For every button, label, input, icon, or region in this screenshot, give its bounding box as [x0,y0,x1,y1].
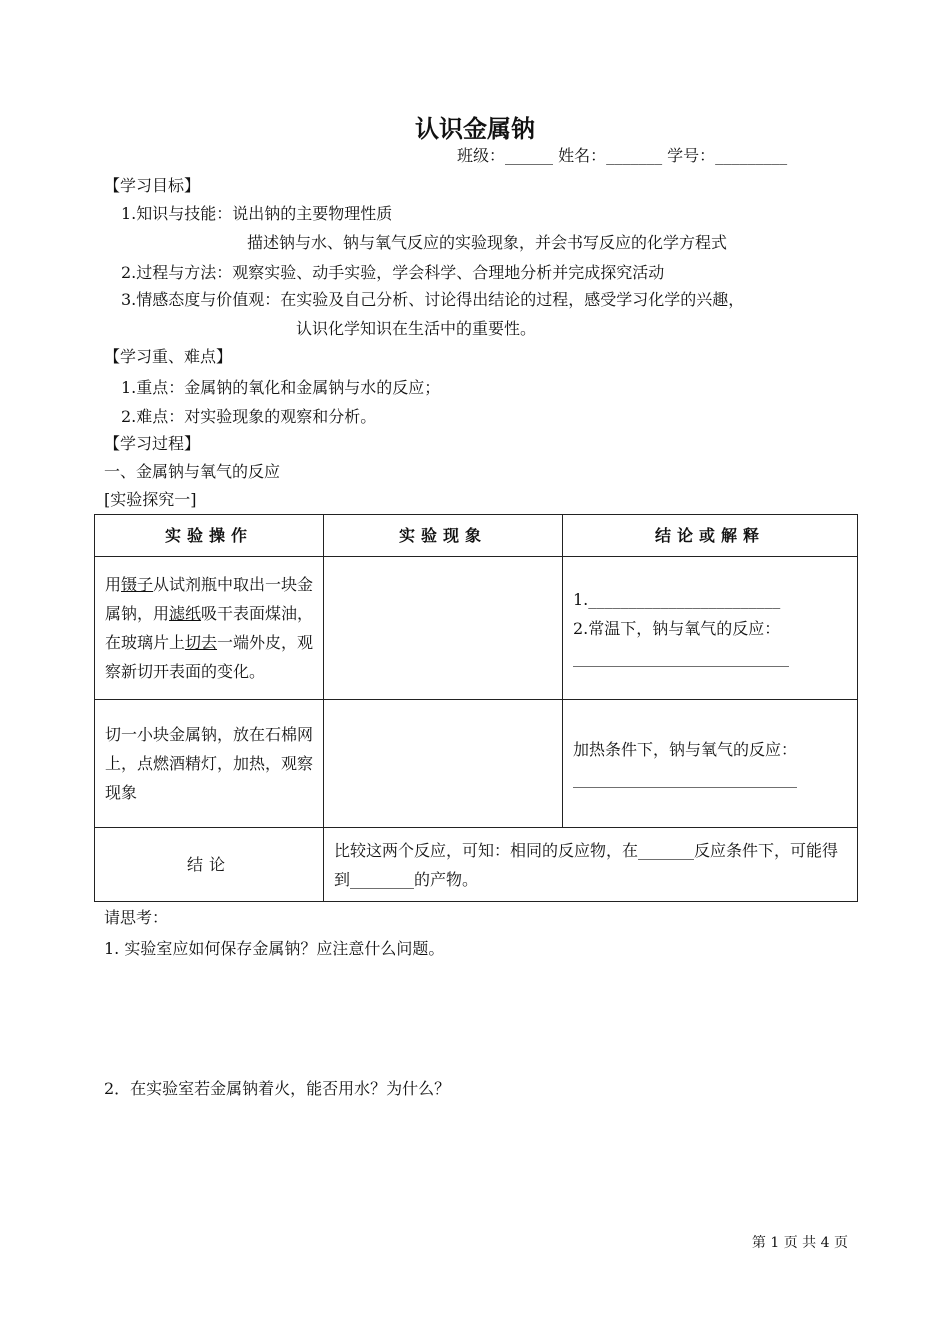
page-title: 认识金属钠 [415,115,535,143]
key-point-2: 2.难点：对实验现象的观察和分析。 [121,407,377,426]
page-number: 第 1 页 共 4 页 [751,1235,848,1251]
key-points-heading: 【学习重、难点】 [104,347,233,366]
experiment-table [94,514,858,902]
conclusion-blank-3: ____________________________ [573,768,797,788]
operation-text: 从试剂瓶中取出一块金属钠，用 [105,575,314,623]
conclusion-cell[interactable] [563,700,858,828]
conclusion-label: 结论 [95,828,324,902]
phenomenon-cell[interactable] [324,557,563,700]
experiment-label: [实验探究一] [104,490,197,509]
header-operation: 实验操作 [95,515,324,557]
objective-3-detail: 认识化学知识在生活中的重要性。 [296,319,537,338]
table-header-row [95,515,858,557]
header-phenomenon: 实验现象 [324,515,563,557]
objective-1: 1.知识与技能：说出钠的主要物理性质 [121,204,393,223]
tweezers-term: 镊子 [121,575,154,594]
objectives-heading: 【学习目标】 [104,176,201,195]
operation-text: 吸干表面煤油，在玻璃片上 [105,604,314,652]
question-2: 2．在实验室若金属钠着火，能否用水？为什么？ [104,1079,451,1098]
operation-cell: 切一小块金属钠，放在石棉网上，点燃酒精灯，加热，观察现象 [95,700,324,828]
table-row [95,557,858,700]
objective-2: 2.过程与方法：观察实验、动手实验，学会科学、合理地分析并完成探究活动 [121,263,665,282]
process-heading: 【学习过程】 [104,434,201,453]
conclusion-heating: 加热条件下，钠与氧气的反应： [573,739,798,759]
section-heading: 一、金属钠与氧气的反应 [104,462,281,481]
filter-paper-term: 滤纸 [169,604,202,623]
phenomenon-cell[interactable] [324,700,563,828]
header-conclusion: 结论或解释 [563,515,858,557]
think-prompt: 请思考： [104,908,169,927]
conclusion-cell[interactable] [563,557,858,700]
conclusion-blank-2: ___________________________ [573,647,789,667]
key-point-1: 1.重点：金属钠的氧化和金属钠与水的反应； [121,378,441,397]
operation-cell [95,557,324,700]
overall-conclusion[interactable]: 比较这两个反应，可知：相同的反应物，在_______反应条件下，可能得到________的产物。 [324,828,858,902]
conclusion-blank-1: 1.________________________ [573,589,781,609]
conclusion-room-temp: 2.常温下，钠与氧气的反应： [573,618,781,638]
objective-1-detail: 描述钠与水、钠与氧气反应的实验现象，并会书写反应的化学方程式 [247,233,728,252]
student-info-line: 班级：______ 姓名：_______ 学号：_________ [457,146,788,165]
cut-off-term: 切去 [185,633,218,652]
operation-text: 用 [105,575,122,594]
table-row [95,700,858,828]
question-1: 1. 实验室应如何保存金属钠？应注意什么问题。 [104,939,445,958]
objective-3: 3.情感态度与价值观：在实验及自己分析、讨论得出结论的过程，感受学习化学的兴趣， [121,290,745,309]
table-row [95,828,858,902]
operation-text: 一端外皮，观察新切开表面的变化。 [105,633,314,681]
